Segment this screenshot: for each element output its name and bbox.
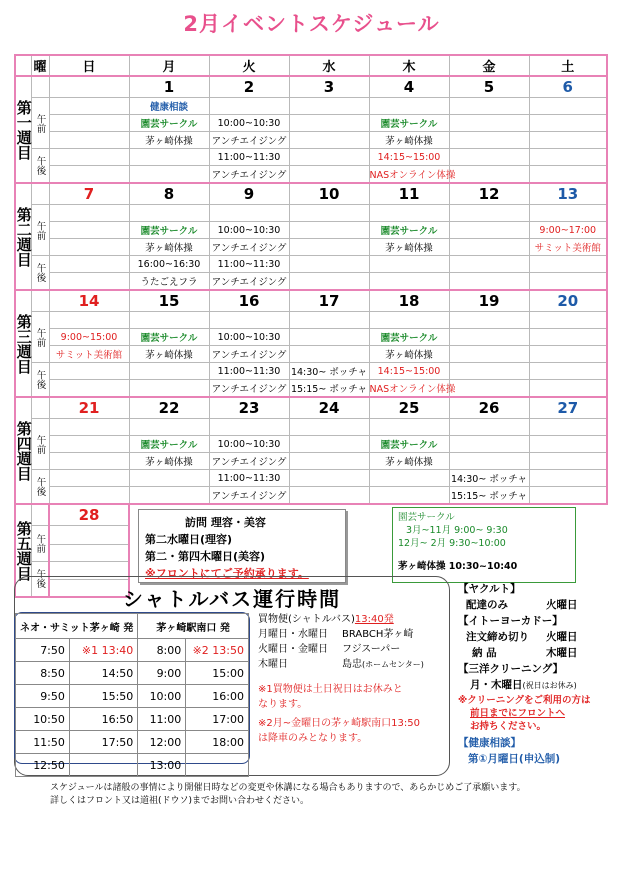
service-note: ※クリーニングをご利用の方は <box>458 695 591 706</box>
event-cell: 茅ヶ崎体操 <box>369 346 449 363</box>
event-cell: 14:30~ ボッチャ <box>449 470 529 487</box>
event-cell <box>529 166 607 184</box>
timetable-cell: 12:00 <box>138 731 186 754</box>
date-cell: 20 <box>529 290 607 312</box>
date-cell: 13 <box>529 183 607 205</box>
date-cell: 3 <box>289 76 369 98</box>
event-cell <box>369 470 449 487</box>
event-cell <box>49 419 129 436</box>
event-cell <box>289 149 369 166</box>
event-cell <box>49 149 129 166</box>
event-cell <box>289 205 369 222</box>
timetable-cell: 15:00 <box>186 662 249 685</box>
event-cell <box>529 329 607 346</box>
event-cell: 茅ヶ崎体操 <box>129 132 209 149</box>
am-label: 午前 <box>31 205 49 256</box>
event-cell <box>209 98 289 115</box>
shopping-note: ※2月~金曜日の茅ヶ崎駅南口13:50は降車のみとなります。 <box>258 718 420 744</box>
timetable-cell: ※2 13:50 <box>186 639 249 662</box>
event-cell <box>49 166 129 184</box>
event-cell: 園芸サークル <box>129 436 209 453</box>
timetable-cell: 9:00 <box>138 662 186 685</box>
event-cell <box>449 312 529 329</box>
footer-note <box>50 782 610 808</box>
event-cell <box>529 419 607 436</box>
event-cell: アンチエイジング <box>209 239 289 256</box>
footer-line: 詳しくはフロント又は道祖(ドウソ)までお問い合わせください。 <box>50 796 310 806</box>
shopping-note: ※1買物便は土日祝日はお休みとなります。 <box>258 684 403 710</box>
event-cell <box>449 132 529 149</box>
event-cell <box>49 363 129 380</box>
timetable-cell: 10:00 <box>138 685 186 708</box>
event-cell <box>369 256 449 273</box>
event-cell: アンチエイジング <box>209 453 289 470</box>
shuttle-title: シャトルバス運行時間 <box>122 587 342 611</box>
date-cell: 25 <box>369 397 449 419</box>
event-cell <box>529 149 607 166</box>
event-cell <box>449 380 529 398</box>
event-cell: 園芸サークル <box>369 115 449 132</box>
event-cell <box>529 98 607 115</box>
event-cell: 園芸サークル <box>369 329 449 346</box>
event-cell <box>289 239 369 256</box>
event-cell <box>49 273 129 291</box>
weekday-header-cell: 木 <box>369 55 449 76</box>
pm-label: 午後 <box>31 256 49 291</box>
date-cell: 28 <box>49 504 129 526</box>
event-cell: 11:00~11:30 <box>209 363 289 380</box>
garden-line: 3月~11月 9:00~ 9:30 <box>406 525 508 536</box>
event-cell <box>129 470 209 487</box>
event-cell: 11:00~11:30 <box>209 470 289 487</box>
timetable-cell <box>186 754 249 777</box>
service-item: 月・木曜日 <box>470 679 523 691</box>
date-cell: 11 <box>369 183 449 205</box>
timetable-cell: 9:50 <box>16 685 70 708</box>
event-cell <box>289 98 369 115</box>
event-cell <box>529 470 607 487</box>
timetable-cell: 7:50 <box>16 639 70 662</box>
event-cell <box>129 312 209 329</box>
event-cell <box>529 205 607 222</box>
event-cell: 9:00~15:00 <box>49 329 129 346</box>
event-cell <box>289 312 369 329</box>
event-cell <box>129 419 209 436</box>
visit-line: 第二・第四木曜日(美容) <box>145 550 266 563</box>
event-cell <box>289 115 369 132</box>
event-cell <box>369 419 449 436</box>
footer-line: スケジュールは諸般の事情により開催日時などの変更や休講になる場合もありますので、あらかじめご了承願います。 <box>50 783 526 793</box>
service-day: 火曜日 <box>546 631 578 643</box>
event-cell <box>449 346 529 363</box>
event-cell <box>49 115 129 132</box>
event-cell: 茅ヶ崎体操 <box>369 132 449 149</box>
event-cell <box>49 453 129 470</box>
date-cell: 17 <box>289 290 369 312</box>
timetable-cell: 18:00 <box>186 731 249 754</box>
timetable-header: 茅ヶ崎駅南口 発 <box>138 614 249 639</box>
event-cell: 茅ヶ崎体操 <box>129 239 209 256</box>
week-label: 第四週目 <box>15 397 31 504</box>
event-cell <box>369 487 449 505</box>
timetable-cell: 11:50 <box>16 731 70 754</box>
event-cell <box>289 273 369 291</box>
event-cell <box>129 363 209 380</box>
event-cell: 9:00~17:00 <box>529 222 607 239</box>
event-cell <box>49 132 129 149</box>
shopping-head: 買物便(シャトルバス) <box>258 614 355 625</box>
date-cell: 14 <box>49 290 129 312</box>
date-cell: 24 <box>289 397 369 419</box>
event-cell <box>289 436 369 453</box>
event-cell <box>529 380 607 398</box>
service-day: 木曜日 <box>546 647 578 659</box>
service-head: 【ヤクルト】 <box>458 583 521 595</box>
weekday-header-cell: 金 <box>449 55 529 76</box>
am-label: 午前 <box>31 98 49 149</box>
page-title: 2月イベントスケジュール <box>183 12 440 36</box>
date-cell: 10 <box>289 183 369 205</box>
date-cell: 8 <box>129 183 209 205</box>
event-cell: 14:15~15:00 <box>369 149 449 166</box>
visit-note: ※フロントにてご予約承ります。 <box>145 567 309 580</box>
event-cell <box>49 436 129 453</box>
event-cell <box>449 436 529 453</box>
date-cell: 7 <box>49 183 129 205</box>
event-cell: 16:00~16:30 <box>129 256 209 273</box>
event-cell <box>449 419 529 436</box>
event-cell <box>369 273 449 291</box>
event-cell <box>209 312 289 329</box>
weekday-header-cell: 月 <box>129 55 209 76</box>
garden-title: 園芸サークル <box>398 512 455 523</box>
event-cell <box>529 256 607 273</box>
event-cell <box>49 487 129 505</box>
shopping-store: BRABCH茅ヶ崎 <box>342 629 414 640</box>
week-label: 第二週目 <box>15 183 31 290</box>
shopping-store-note: (ホームセンター) <box>362 660 424 669</box>
date-cell: 4 <box>369 76 449 98</box>
event-cell: アンチエイジング <box>209 380 289 398</box>
event-cell <box>449 115 529 132</box>
weekday-header-cell <box>15 55 31 76</box>
calendar-table <box>14 54 608 598</box>
shopping-time: 13:40発 <box>354 614 394 625</box>
event-cell <box>449 166 529 184</box>
date-cell: 2 <box>209 76 289 98</box>
service-item: 第①月曜日(申込制) <box>468 753 560 765</box>
date-cell: 6 <box>529 76 607 98</box>
garden-line: 茅ヶ崎体操 10:30~10:40 <box>398 561 518 572</box>
shuttle-timetable <box>14 612 250 772</box>
date-cell: 27 <box>529 397 607 419</box>
event-cell <box>529 346 607 363</box>
event-cell <box>529 312 607 329</box>
timetable-cell: 15:50 <box>69 685 137 708</box>
timetable-cell: 17:00 <box>186 708 249 731</box>
event-cell: アンチエイジング <box>209 166 289 184</box>
timetable-cell: 16:00 <box>186 685 249 708</box>
event-cell <box>369 205 449 222</box>
visit-title: 訪問 理容・美容 <box>185 516 266 529</box>
weekday-header-cell: 曜 <box>31 55 49 76</box>
date-cell: 23 <box>209 397 289 419</box>
service-item: 納 品 <box>472 647 497 659</box>
event-cell <box>49 222 129 239</box>
timetable-cell: 17:50 <box>69 731 137 754</box>
event-cell <box>449 363 529 380</box>
shopping-store: フジスーパー <box>342 644 401 655</box>
timetable-cell: ※1 13:40 <box>69 639 137 662</box>
event-cell: うたごえフラ <box>129 273 209 291</box>
event-cell <box>209 205 289 222</box>
event-cell <box>449 256 529 273</box>
event-cell <box>209 419 289 436</box>
timetable-cell: 11:00 <box>138 708 186 731</box>
visit-line: 第二水曜日(理容) <box>145 533 233 546</box>
event-cell <box>529 436 607 453</box>
event-cell: アンチエイジング <box>209 346 289 363</box>
service-note: お持ちください。 <box>470 721 547 732</box>
event-cell <box>49 312 129 329</box>
date-cell: 21 <box>49 397 129 419</box>
weekday-header-cell: 火 <box>209 55 289 76</box>
event-cell: 健康相談 <box>129 98 209 115</box>
event-cell: 茅ヶ崎体操 <box>369 239 449 256</box>
event-cell: 茅ヶ崎体操 <box>369 453 449 470</box>
event-cell <box>129 487 209 505</box>
garden-box <box>392 507 576 583</box>
event-cell: 園芸サークル <box>129 222 209 239</box>
date-cell: 15 <box>129 290 209 312</box>
date-cell <box>49 76 129 98</box>
event-cell <box>529 115 607 132</box>
event-cell: 茅ヶ崎体操 <box>129 346 209 363</box>
event-cell: NASオンライン体操 <box>369 380 449 398</box>
event-cell <box>449 149 529 166</box>
event-cell: アンチエイジング <box>209 273 289 291</box>
service-head: 【三洋クリーニング】 <box>458 663 564 675</box>
week-label: 第一週目 <box>15 76 31 183</box>
service-head: 【健康相談】 <box>458 737 521 749</box>
week-label: 第三週目 <box>15 290 31 397</box>
event-cell <box>449 222 529 239</box>
pm-label: 午後 <box>31 149 49 184</box>
date-cell: 1 <box>129 76 209 98</box>
event-cell <box>289 419 369 436</box>
event-cell <box>129 149 209 166</box>
event-cell: 園芸サークル <box>369 436 449 453</box>
event-cell: 14:30~ ボッチャ <box>289 363 369 380</box>
event-cell <box>449 98 529 115</box>
date-cell: 12 <box>449 183 529 205</box>
event-cell: サミット美術館 <box>529 239 607 256</box>
event-cell <box>289 166 369 184</box>
timetable-cell: 14:50 <box>69 662 137 685</box>
pm-label: 午後 <box>31 470 49 505</box>
date-cell: 9 <box>209 183 289 205</box>
event-cell <box>449 273 529 291</box>
weekday-header-cell: 土 <box>529 55 607 76</box>
timetable-cell <box>69 754 137 777</box>
event-cell <box>129 380 209 398</box>
date-cell: 19 <box>449 290 529 312</box>
event-cell: NASオンライン体操 <box>369 166 449 184</box>
timetable-cell: 16:50 <box>69 708 137 731</box>
timetable-header: ネオ・サミット茅ヶ崎 発 <box>16 614 138 639</box>
event-cell <box>449 205 529 222</box>
service-item: 注文締め切り <box>466 631 529 643</box>
pm-label: 午後 <box>31 363 49 398</box>
event-cell <box>289 222 369 239</box>
timetable-cell: 8:00 <box>138 639 186 662</box>
date-cell: 18 <box>369 290 449 312</box>
date-cell: 26 <box>449 397 529 419</box>
event-cell <box>529 363 607 380</box>
event-cell: サミット美術館 <box>49 346 129 363</box>
event-cell: 10:00~10:30 <box>209 222 289 239</box>
date-cell: 22 <box>129 397 209 419</box>
shopping-store: 島忠 <box>342 659 362 670</box>
garden-line: 12月~ 2月 9:30~10:00 <box>398 538 506 549</box>
event-cell <box>369 312 449 329</box>
service-note: (祝日はお休み) <box>522 681 577 690</box>
event-cell <box>49 98 129 115</box>
service-head: 【イトーヨーカドー】 <box>458 615 563 627</box>
weekday-header-cell: 日 <box>49 55 129 76</box>
event-cell: 15:15~ ボッチャ <box>449 487 529 505</box>
event-cell <box>49 239 129 256</box>
shopping-day: 木曜日 <box>258 659 288 670</box>
timetable-cell: 12:50 <box>16 754 70 777</box>
visit-box <box>138 509 346 583</box>
service-day: 火曜日 <box>546 599 578 611</box>
am-label: 午前 <box>31 419 49 470</box>
date-cell: 5 <box>449 76 529 98</box>
event-cell <box>289 256 369 273</box>
event-cell: 園芸サークル <box>129 329 209 346</box>
pm-label: 午後 <box>31 561 49 597</box>
event-cell: 15:15~ ボッチャ <box>289 380 369 398</box>
event-cell: アンチエイジング <box>209 487 289 505</box>
event-cell <box>369 98 449 115</box>
event-cell: 10:00~10:30 <box>209 329 289 346</box>
event-cell <box>289 487 369 505</box>
event-cell <box>449 453 529 470</box>
event-cell <box>529 453 607 470</box>
shopping-day: 月曜日・水曜日 <box>258 629 328 640</box>
event-cell: 10:00~10:30 <box>209 115 289 132</box>
event-cell: 10:00~10:30 <box>209 436 289 453</box>
am-label: 午前 <box>31 312 49 363</box>
event-cell <box>289 470 369 487</box>
event-cell <box>49 256 129 273</box>
service-item: 配達のみ <box>466 599 508 611</box>
event-cell <box>529 273 607 291</box>
shopping-day: 火曜日・金曜日 <box>258 644 328 655</box>
event-cell <box>49 380 129 398</box>
event-cell <box>529 132 607 149</box>
shopping-info <box>258 612 448 746</box>
event-cell <box>289 346 369 363</box>
date-cell: 16 <box>209 290 289 312</box>
event-cell: 茅ヶ崎体操 <box>129 453 209 470</box>
event-cell: 園芸サークル <box>129 115 209 132</box>
week-label: 第五週目 <box>15 504 31 597</box>
timetable-cell: 13:00 <box>138 754 186 777</box>
event-cell <box>129 205 209 222</box>
event-cell <box>49 470 129 487</box>
event-cell <box>449 239 529 256</box>
event-cell <box>529 487 607 505</box>
weekday-header-cell: 水 <box>289 55 369 76</box>
service-note: 前日までにフロントへ <box>470 708 566 719</box>
event-cell: アンチエイジング <box>209 132 289 149</box>
event-cell <box>289 453 369 470</box>
event-cell: 11:00~11:30 <box>209 149 289 166</box>
event-cell <box>129 166 209 184</box>
event-cell: 14:15~15:00 <box>369 363 449 380</box>
event-cell <box>289 132 369 149</box>
event-cell: 園芸サークル <box>369 222 449 239</box>
event-cell: 11:00~11:30 <box>209 256 289 273</box>
services-info <box>458 581 620 767</box>
am-label: 午前 <box>31 526 49 562</box>
timetable-cell: 8:50 <box>16 662 70 685</box>
event-cell <box>49 205 129 222</box>
event-cell <box>449 329 529 346</box>
timetable-cell: 10:50 <box>16 708 70 731</box>
event-cell <box>289 329 369 346</box>
